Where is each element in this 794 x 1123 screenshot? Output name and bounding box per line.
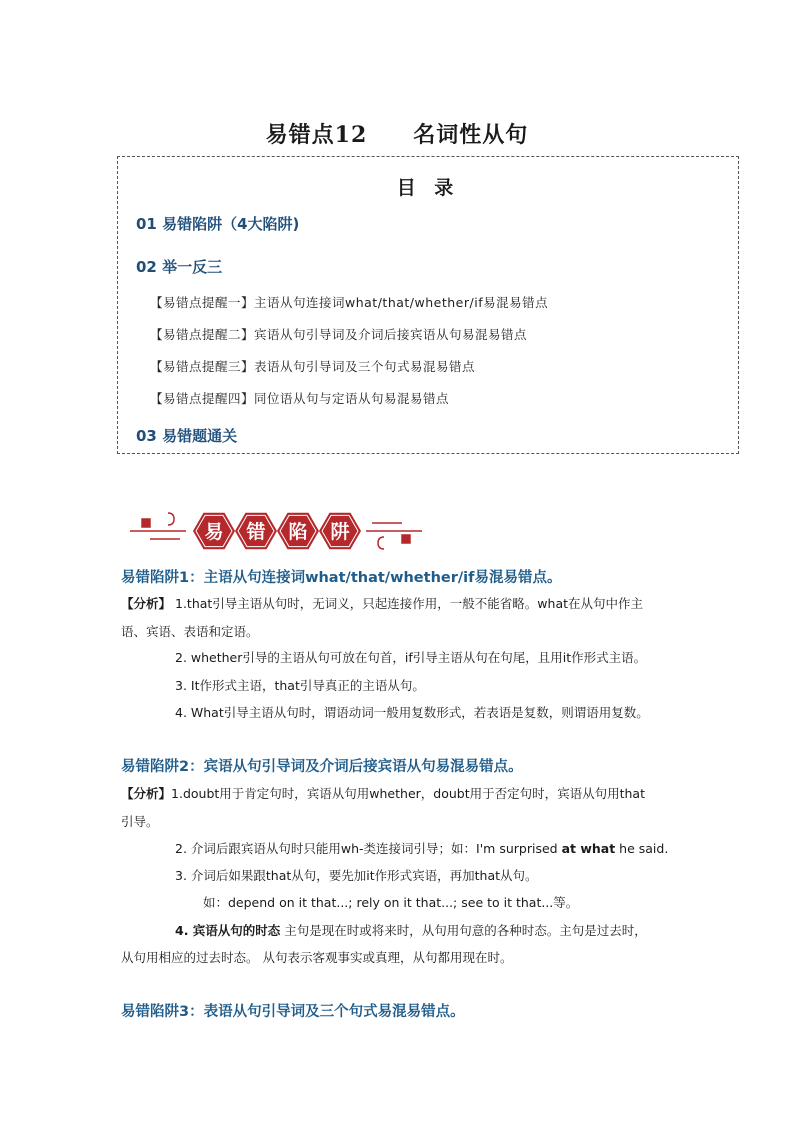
trap2-point2 (175, 835, 668, 863)
toc-item-4[interactable]: 【易错点提醒四】同位语从句与定语从句易混易错点 (150, 391, 450, 406)
banner-char: 陷 (288, 521, 308, 543)
toc-item-3[interactable]: 【易错点提醒三】表语从句引导词及三个句式易混易错点 (150, 359, 476, 374)
trap1-point2: 2. whether引导的主语从句可放在句首，if引导主语从句在句尾，且用it作形式主语。 (175, 650, 647, 665)
page-title (0, 118, 794, 149)
trap3-heading: 易错陷阱3：表语从句引导词及三个句式易混易错点。 (121, 1004, 465, 1020)
toc-section-3[interactable]: 03 易错题通关 (136, 427, 238, 445)
toc-item-1[interactable]: 【易错点提醒一】主语从句连接词what/that/whether/if易混易错点 (150, 295, 549, 310)
trap1-heading: 易错陷阱1：主语从句连接词what/that/whether/if易混易错点。 (121, 570, 562, 586)
section-banner (128, 505, 424, 557)
title-topic: 名词性从句 (413, 122, 529, 148)
toc-section-1[interactable]: 01 易错陷阱（4大陷阱) (136, 215, 300, 233)
trap2-point3-example: 如：depend on it that...; rely on it that...; see to it that...等。 (203, 895, 579, 910)
trap2-point2-emphasis: at what (561, 841, 616, 856)
trap2-point2-tail: he said. (615, 841, 669, 856)
banner-char: 错 (246, 521, 266, 543)
trap1-analysis-line1 (121, 590, 643, 618)
analysis-label: 【分析】 (121, 786, 172, 801)
trap2-point4b: 从句用相应的过去时态。 从句表示客观事实或真理，从句都用现在时。 (121, 950, 513, 965)
toc-heading: 目 录 (396, 177, 460, 199)
toc-item-2[interactable]: 【易错点提醒二】宾语从句引导词及介词后接宾语从句易混易错点 (150, 327, 528, 342)
trap2-point4-text: 主句是现在时或将来时，从句用句意的各种时态。主句是过去时， (280, 923, 647, 938)
trap2-heading: 易错陷阱2：宾语从句引导词及介词后接宾语从句易混易错点。 (121, 759, 523, 775)
trap2-point4a (175, 917, 647, 945)
trap2-point1b: 引导。 (121, 814, 159, 829)
trap2-point1a: 1.doubt用于肯定句时，宾语从句用whether，doubt用于否定句时，宾语从句用that (171, 786, 645, 801)
toc-section-2[interactable]: 02 举一反三 (136, 258, 223, 276)
banner-char: 易 (204, 521, 224, 543)
trap2-analysis-line1 (121, 780, 645, 808)
trap2-point3: 3. 介词后如果跟that从句，要先加it作形式宾语，再加that从句。 (175, 868, 538, 883)
trap2-point4-label: 4. 宾语从句的时态 (175, 923, 281, 938)
title-number: 易错点12 (265, 122, 368, 148)
trap1-point1a: 1.that引导主语从句时，无词义，只起连接作用，一般不能省略。what在从句中作主 (175, 596, 644, 611)
banner-left-ornament (130, 513, 186, 539)
trap1-point1b: 语、宾语、表语和定语。 (121, 624, 259, 639)
trap1-point3: 3. It作形式主语，that引导真正的主语从句。 (175, 678, 425, 693)
analysis-label: 【分析】 (121, 596, 172, 611)
banner-right-ornament (366, 523, 422, 549)
banner-char: 阱 (330, 521, 350, 543)
table-of-contents (117, 156, 739, 454)
trap1-point4: 4. What引导主语从句时，谓语动词一般用复数形式，若表语是复数，则谓语用复数。 (175, 705, 649, 720)
trap2-point2-text: 2. 介词后跟宾语从句时只能用wh-类连接词引导；如：I'm surprised (175, 841, 562, 856)
